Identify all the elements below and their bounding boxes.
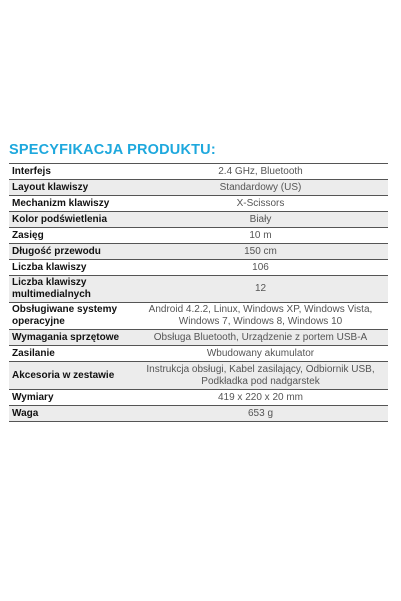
table-row (9, 330, 388, 346)
table-row (9, 276, 388, 303)
spec-value: Instrukcja obsługi, Kabel zasilający, Odbiornik USB, Podkładka pod nadgarstek (133, 362, 388, 390)
spec-value: Android 4.2.2, Linux, Windows XP, Windows Vista, Windows 7, Windows 8, Windows 10 (148, 304, 373, 327)
table-row (9, 196, 388, 212)
spec-label: Interfejs (12, 165, 51, 177)
table-row (9, 212, 388, 228)
spec-label: Zasilanie (12, 347, 55, 359)
spec-value: Wbudowany akumulator (206, 347, 315, 359)
spec-label: Mechanizm klawiszy (12, 197, 110, 209)
spec-value: 2.4 GHz, Bluetooth (218, 165, 303, 177)
spec-label: Obsługiwane systemy operacyjne (12, 304, 118, 327)
table-row (9, 346, 388, 362)
spec-value: 150 cm (133, 244, 388, 260)
spec-label: Wymagania sprzętowe (9, 330, 133, 346)
spec-value: Standardowy (US) (133, 180, 388, 196)
table-row (9, 303, 388, 330)
spec-label: Akcesoria w zestawie (9, 362, 133, 390)
table-row (9, 260, 388, 276)
table-row (9, 228, 388, 244)
table-row (9, 406, 388, 422)
spec-table (9, 163, 388, 422)
spec-value: Obsługa Bluetooth, Urządzenie z portem USB-A (133, 330, 388, 346)
page-title: SPECYFIKACJA PRODUKTU: (9, 142, 216, 158)
spec-table-body (9, 164, 388, 422)
table-row (9, 362, 388, 390)
spec-label: Layout klawiszy (9, 180, 133, 196)
spec-value: 653 g (133, 406, 388, 422)
spec-label: Liczba klawiszy multimedialnych (9, 276, 133, 303)
table-row (9, 244, 388, 260)
spec-label: Długość przewodu (9, 244, 133, 260)
table-row (9, 164, 388, 180)
spec-label: Wymiary (12, 391, 54, 403)
spec-label: Kolor podświetlenia (9, 212, 133, 228)
spec-value: 12 (133, 276, 388, 303)
spec-label: Zasięg (12, 229, 44, 241)
spec-label: Liczba klawiszy (12, 261, 87, 273)
table-row (9, 180, 388, 196)
spec-value: X-Scissors (236, 197, 285, 209)
spec-label: Waga (9, 406, 133, 422)
spec-value: 419 x 220 x 20 mm (217, 391, 304, 403)
spec-value: Biały (133, 212, 388, 228)
spec-value: 106 (252, 261, 269, 273)
table-row (9, 390, 388, 406)
spec-value: 10 m (249, 229, 272, 241)
